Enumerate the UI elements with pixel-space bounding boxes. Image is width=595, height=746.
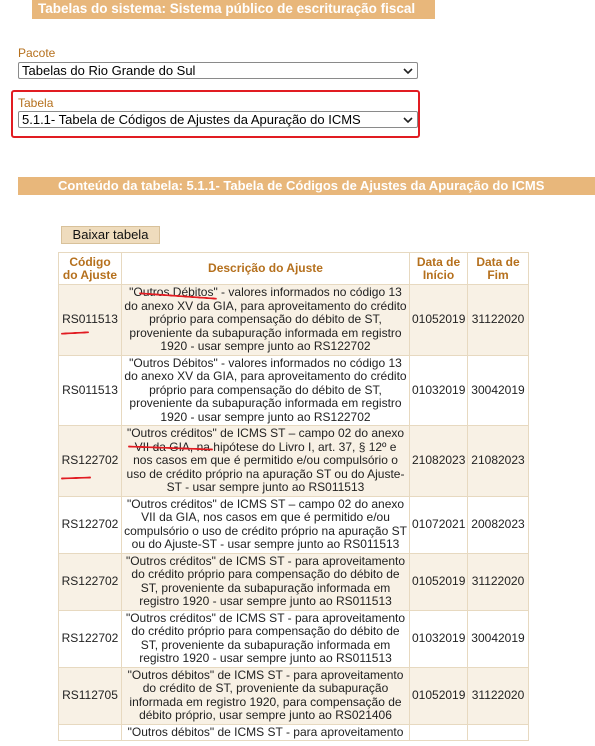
pacote-select[interactable] <box>18 62 418 79</box>
cell-start-date: 01032019 <box>410 355 468 426</box>
cell-start-date: 21082023 <box>410 426 468 497</box>
cell-start-date: 01032019 <box>410 610 468 667</box>
table-row <box>59 553 529 610</box>
page-title-bar <box>32 0 435 19</box>
cell-description: "Outros créditos" de ICMS ST – campo 02 do anexo VII da GIA, na hipótese do Livro I, art. 37, § 12º e nos casos em que é permitido e/ou compulsório o uso de crédito próprio na apuração ST ou do Ajuste-ST - usar sempre junto ao RS011513 <box>122 426 410 497</box>
cell-code <box>59 724 122 741</box>
table-row <box>59 426 529 497</box>
column-header-code: Código do Ajuste <box>59 253 122 285</box>
cell-code: RS122702 <box>59 610 122 667</box>
cell-description: "Outros débitos" de ICMS ST - para aproveitamento do crédito de ST, proveniente da subapuração informada em registro 1920, para compensação de débito próprio, usar sempre junto ao RS021406 <box>122 667 410 724</box>
cell-code: RS122702 <box>59 553 122 610</box>
cell-start-date <box>410 724 468 741</box>
cell-code: RS112705 <box>59 667 122 724</box>
column-header-start-date: Data de Início <box>410 253 468 285</box>
chevron-down-icon <box>402 66 414 76</box>
cell-end-date <box>468 724 529 741</box>
column-header-end-date: Data de Fim <box>468 253 529 285</box>
cell-end-date: 31122020 <box>468 553 529 610</box>
download-table-button[interactable]: Baixar tabela <box>61 226 160 244</box>
table-row <box>59 355 529 426</box>
cell-start-date: 01052019 <box>410 553 468 610</box>
cell-end-date: 30042019 <box>468 355 529 426</box>
cell-start-date: 01052019 <box>410 667 468 724</box>
adjustment-codes-table <box>58 252 529 741</box>
table-row <box>59 724 529 741</box>
cell-start-date: 01072021 <box>410 496 468 553</box>
page-title: Tabelas do sistema: Sistema público de escrituração fiscal <box>38 1 416 16</box>
table-row <box>59 667 529 724</box>
cell-code: RS011513 <box>59 355 122 426</box>
tabela-select[interactable] <box>18 111 418 128</box>
cell-description: "Outros Débitos" - valores informados no código 13 do anexo XV da GIA, para aproveitamento do crédito próprio para compensação do débito de ST, proveniente da subapuração informada em registro 1920 - usar sempre junto ao RS122702 <box>122 355 410 426</box>
column-header-description: Descrição do Ajuste <box>122 253 410 285</box>
tabela-label: Tabela <box>18 96 54 110</box>
cell-end-date: 31122020 <box>468 285 529 356</box>
table-header-row <box>59 253 529 285</box>
cell-end-date: 20082023 <box>468 496 529 553</box>
chevron-down-icon <box>402 115 414 125</box>
pacote-label: Pacote <box>18 46 56 60</box>
table-row <box>59 610 529 667</box>
table-row <box>59 285 529 356</box>
cell-description: "Outros débitos" de ICMS ST - para aproveitamento <box>122 724 410 741</box>
content-title-bar <box>18 177 595 195</box>
cell-end-date: 21082023 <box>468 426 529 497</box>
cell-code: RS122702 <box>59 496 122 553</box>
tabela-select-value: 5.1.1- Tabela de Códigos de Ajustes da Apuração do ICMS <box>22 112 361 127</box>
cell-description: "Outros créditos" de ICMS ST – campo 02 do anexo VII da GIA, nos casos em que é permitido e/ou compulsório o uso de crédito próprio na apuração ST ou do Ajuste-ST - usar sempre junto ao RS011513 <box>122 496 410 553</box>
cell-end-date: 31122020 <box>468 667 529 724</box>
cell-code: RS011513 <box>59 285 122 356</box>
content-title: Conteúdo da tabela: 5.1.1- Tabela de Códigos de Ajustes da Apuração do ICMS <box>58 178 545 193</box>
cell-description: "Outros Débitos" - valores informados no código 13 do anexo XV da GIA, para aproveitamento do crédito próprio para compensação do débito de ST, proveniente da subapuração informada em registro 1920 - usar sempre junto ao RS122702 <box>122 285 410 356</box>
cell-end-date: 30042019 <box>468 610 529 667</box>
cell-start-date: 01052019 <box>410 285 468 356</box>
cell-description: "Outros créditos" de ICMS ST - para aproveitamento do crédito próprio para compensação do débito de ST, proveniente da subapuração informada em registro 1920 - usar sempre junto ao RS011513 <box>122 553 410 610</box>
pacote-select-value: Tabelas do Rio Grande do Sul <box>22 63 196 78</box>
table-row <box>59 496 529 553</box>
cell-code: RS122702 <box>59 426 122 497</box>
cell-description: "Outros créditos" de ICMS ST - para aproveitamento do crédito próprio para compensação do débito de ST, proveniente da subapuração informada em registro 1920 - usar sempre junto ao RS011513 <box>122 610 410 667</box>
